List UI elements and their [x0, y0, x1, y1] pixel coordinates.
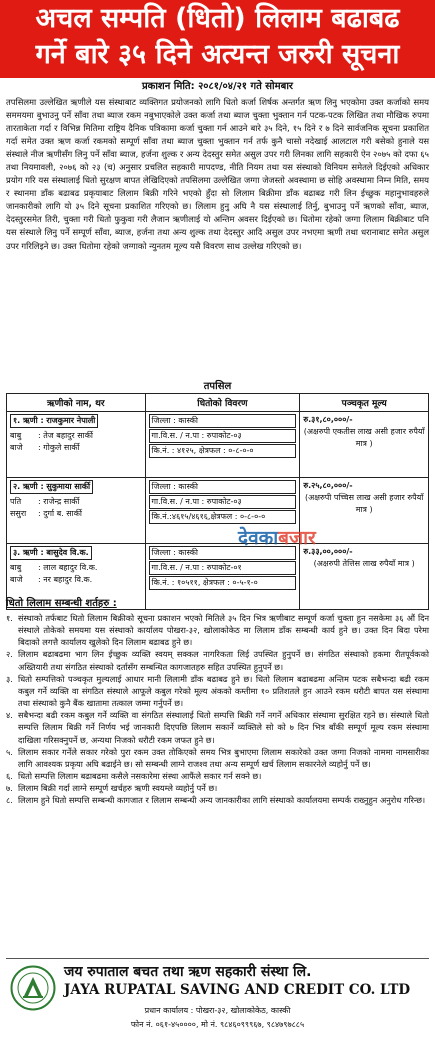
borrower-name: १. ऋणी : राजकुमार नेपाली [10, 414, 98, 428]
term-number: ४. [6, 710, 13, 721]
watermark-part-1: देवका [238, 527, 279, 549]
relation-name: : गोकुले सार्की [38, 443, 80, 452]
list-item [6, 709, 429, 745]
headline-banner [0, 0, 435, 78]
valuation-amount: रु.२५,८०,०००/- [303, 481, 353, 490]
table-row [7, 412, 429, 478]
relation-name: : राजेन्द्र सार्की [38, 497, 80, 506]
municipality: गा.वि.स. / न.पा : रुपाकोट-०१ [149, 561, 297, 575]
term-number: ६. [6, 771, 13, 782]
relation-label: बाजे [10, 443, 23, 452]
term-text: लिलाम बिक्री गर्दा लाग्ने सम्पूर्ण खर्चहरु ऋणी स्वयम्ले व्यहोर्नु पर्ने छ। [18, 783, 218, 794]
valuation-words: (अक्षरुपी पच्चिस लाख असी हजार रुपैयाँ मात्र ) [304, 493, 424, 514]
list-item [6, 782, 429, 794]
table-row [7, 478, 429, 544]
col-header-collateral: धितोको विवरण [145, 394, 300, 412]
relation-label: ससुरा [10, 509, 27, 518]
term-text: लिलाम सकार गर्नेले सकार गरेको पुरा रकम उक्त तोकिएको समय भित्र बुभाएमा लिलाम सकारेको उक्त जग्गा निजको नाममा नामसारीका लागि आवश्यक प्रकृया अघि बढाईने छ। सो सम्बन्धी लाग्ने राजश्व तथा अन्य सम्पूर्ण खर्च लिलाम सकारनेले व्यहोर्नु पर्ने छ। [18, 746, 429, 769]
office-address: प्रधान कार्यालय : पोखरा-३२, खोलाकोकेठ, कास्की [144, 1006, 291, 1015]
phone-numbers: फोन नं. ०६१-४५००००, मो नं. ९८४६०९९९६७, ९८४७९७८८५ [130, 1020, 305, 1029]
relation-name: : तेज बहादुर सार्की [38, 431, 93, 440]
term-number: १. [6, 613, 13, 623]
term-text: सबैभन्दा बढी रकम कबुल गर्ने व्यक्ति वा संगठित संस्थालाई धितो सम्पत्ति बिक्री गर्ने नगर्ने अधिकार संस्थामा सुरक्षित रहने छ। संस्थाले धितो सम्पत्ति लिलाम बिक्री गर्ने निर्णय भई जानकारी दिएपछि लिलाम सकार्ने व्यक्तिले सो को ७ दिन भित्र बाँकी सम्पूर्ण मूल्य रकम संस्थामा दाखिला गरिसक्नुपर्ने छ, अन्यथा निजको धरौटी रकम जफत हुने छ। [18, 710, 429, 745]
valuation-cell [300, 544, 429, 610]
term-number: २. [6, 649, 13, 660]
list-item [6, 770, 429, 782]
col-header-borrower: ऋणीको नाम, थर [7, 394, 146, 412]
relation-label: बाजे [10, 575, 23, 584]
term-number: ३. [6, 673, 13, 684]
collateral-table [6, 393, 429, 610]
municipality: गा.वि.स. / न.पा : रुपाकोट-०३ [149, 429, 297, 443]
org-name-nepali: जय रुपाताल बचत तथा ऋण सहकारी संस्था लि. [64, 964, 312, 980]
org-name-english: JAYA RUPATAL SAVING AND CREDIT CO. LTD [64, 982, 411, 998]
relation-row [10, 574, 142, 586]
valuation-words: (अक्षरुपी तेत्तिस लाख रुपैयाँ मात्र ) [313, 559, 415, 568]
tapsil-heading: तपसिल [203, 381, 232, 392]
borrower-name: २. ऋणी : सुकुमाया सार्की [10, 480, 93, 494]
term-number: ८. [6, 795, 13, 806]
term-text: धितो सम्पत्तिको पञ्चकृत मुल्यलाई आधार मानी लिलामी डाँक बढाबढ हुने छ। धितो लिलाम बढाबढमा अन्तिम पटक सबैभन्दा बढी रकम कबुल गर्ने व्यक्ति वा संगठित संस्थाले आफूले कबुल गरेको मूल्य अंकको कम्तीमा १० प्रतिशतले हुन आउने रकम धरौटी बापत यस संस्थामा तथा संस्थाको कुनै बैंक खातामा तत्काल जम्मा गर्नुपर्ने छ। [18, 673, 429, 709]
terms-heading: धितो लिलाम सम्बन्धी शर्तहरु : [6, 598, 117, 609]
list-item [6, 612, 429, 648]
valuation-cell [300, 412, 429, 478]
relation-label: बाबु [10, 563, 22, 572]
term-number: ५. [6, 746, 13, 757]
footer [6, 958, 429, 1038]
terms-list [6, 612, 429, 807]
relation-label: बाबु [10, 431, 22, 440]
relation-row [10, 496, 142, 508]
list-item [6, 648, 429, 672]
headline-line-2: गर्ने बारे ३५ दिने अत्यन्त जरुरी सूचना [35, 39, 400, 70]
collateral-cell [145, 544, 300, 610]
headline-line-1: अचल सम्पति (धितो) लिलाम बढाबढ [35, 3, 400, 34]
list-item [6, 794, 429, 806]
valuation-cell [300, 478, 429, 544]
borrower-cell [7, 412, 146, 478]
col-header-valuation: पञ्चकृत मूल्य [300, 394, 429, 412]
term-text: संस्थाको तर्फबाट धितो लिलाम बिक्रीको सूचना प्रकाशन भएको मितिले ३५ दिन भित्र ऋणीबाट सम्पूर्ण कर्जा चुक्ता हुन नसकेमा ३६ औं दिन संस्थाले तोकेको समयमा यस संस्थाको कार्यालय पोखरा-३२, खोलाकोकेठ मा लिलाम डाँक सम्बन्धी कार्य हुने छ। उक्त दिन बिदा परेमा बिदाको लगत्तै कार्यालय खुलेको दिन लिलाम बढाबढ हुने छ। [18, 613, 429, 648]
notice-body: तपसिलमा उल्लेखित ऋणीले यस संस्थाबाट व्यक्तिगत प्रयोजनको लागि धितो कर्जा शिर्षक अन्तर्गत ऋण लिनु भएकोमा उक्त कर्जाको समय सममयमा बुभाउनु पर्ने साँवा तथा ब्याज रकम नबुभाएकोले उक्त कर्जा तथा ब्याज चुक्ता भुक्तान गर्न पटक-पटक लिखित तथा मौखिक रुपमा तारताकेता गर्दा र विभिन्न मितिमा राष्ट्रिय दैनिक पत्रिकामा कर्जा चुक्ता गर्न आउने बारे ३५ दिने, १५ दिने र ७ दिने सार्वजनिक सूचना प्रकाशित गर्दा समेत उक्त ऋण कर्जा रकमको सम्पूर्ण साँवा तथा ब्याज चुक्ता भुक्तान गर्न तर्फ कुनै चासो नदेखाई आलटाल गरी बसेको हुनाले यस संस्थाले नीज ऋणीसँग लिनु पर्ने साँवा ब्याज, हर्जना शुल्क र अन्य देदस्तुर समेत असुल उपर गरी लिनका लागि सहकारी ऐन २०७५ को दफा ६५ तथा नियमावली, २०७६ को २३ (च) अनुसार प्रचलित सहकारी मापदण्ड, नीति नियम तथा यस संस्थाको विनियम समेतले दिईएको अधिकार प्रयोग गरि यस संस्थालाई धितो सुरक्षण बापत लेखिदिएको तपसिलमा उल्लेखित जग्गा जेजस्तो अवस्थामा छ सोहि अवस्थामा निम्न मिति, समय र स्थानमा डाँक बढाबढ प्रकृयाबाट लिलाम बिक्री गरिने भएको हुँदा सो लिलाम बिक्रीमा डाँक बढाबढ गरी लिन ईच्छुक महानुभावहरुले जानकारीको लागि यो ३५ दिने सूचना प्रकाशित गरिएको छ। लिलाम हुनु अघि नै यस संस्थालाई तिर्नु, बुभाउनु पर्ने ऋणको साँवा, ब्याज, देदस्तुरसमेत तिरी, चुक्ता गरी धितो फुकुवा गरी लैजान ऋणीलाई यो अन्तिम अवसर दिईएको छ। धितोमा रहेको जग्गा लिलाम बिक्रीबाट पनि यस संस्थाले लिनु पर्ने सम्पूर्ण साँवा, ब्याज, हर्जना तथा अन्य शुल्क तथा देदस्तुर आदि असुल उपर नभएमा ऋणी तथा धरानाबाट समेत असुल उपर गरिलिइने छ। उक्त धितोमा रहेको जग्गाको न्युनतम मूल्य यसै विवरण साथ उल्लेख गरिएको छ। [6, 97, 429, 251]
publication-date: प्रकाशन मिति: २०८१/०४/२१ गते सोमबार [141, 81, 294, 92]
collateral-cell [145, 478, 300, 544]
table-header-row [7, 394, 429, 412]
district: जिल्ला : कास्की [149, 480, 297, 494]
borrower-name: ३. ऋणी : बासुदेव वि.क. [10, 546, 92, 560]
district: जिल्ला : कास्की [149, 546, 297, 560]
district: जिल्ला : कास्की [149, 414, 297, 428]
term-text: लिलाम बढाबढमा भाग लिन ईच्छुक व्यक्ति स्वयम् सक्कल नागरिकता लिई उपस्थित हुनुपर्ने छ। संगठित संस्थाको हकमा रीतपूर्वकको अख्तियारी तथा संगठित संस्थाको दर्तासँग सम्बन्धित कागजातहरु सहित उपस्थित हुनुपर्ने छ। [18, 649, 429, 672]
valuation-amount: रु.३१,८०,०००/- [303, 415, 353, 424]
collateral-cell [145, 412, 300, 478]
plot-details: कि.नं. : ४१२५, क्षेत्रफल : ०-८-०-० [149, 444, 297, 458]
watermark-part-2: बजार [278, 527, 316, 549]
relation-row [10, 430, 142, 442]
valuation-amount: रु.३३,००,०००/- [303, 547, 353, 556]
term-text: धितो सम्पत्ति लिलाम बढाबढमा कसैले नसकारेमा संस्था आफैंले सकार गर्न सक्ने छ। [18, 771, 262, 782]
relation-row [10, 508, 142, 520]
municipality: गा.वि.स. / न.पा : रुपाकोट-०३ [149, 495, 297, 509]
term-number: ७. [6, 783, 13, 794]
borrower-cell [7, 478, 146, 544]
plot-details: कि.नं.:४६१५/४६१६,क्षेत्रफल : ०-८-०-० [149, 510, 297, 524]
list-item [6, 673, 429, 709]
term-text: लिलाम हुने धितो सम्पत्ति सम्बन्धी कागजात र लिलाम सम्बन्धी अन्य जानकारीका लागि संस्थाको कार्यालयमा सम्पर्क राख्नुहुन अनुरोध गरिन्छ। [18, 795, 426, 806]
relation-name: : नर बहादुर वि.क. [38, 575, 93, 584]
relation-row [10, 442, 142, 454]
plot-details: कि.नं. : १०५११, क्षेत्रफल : ०-५-१-० [149, 576, 297, 590]
relation-name: : लाल बहादुर वि.क. [38, 563, 98, 572]
list-item [6, 746, 429, 770]
relation-name: : दुर्गा ब. सार्की [38, 509, 82, 518]
relation-row [10, 562, 142, 574]
relation-label: पति [10, 497, 22, 506]
valuation-words: (अक्षरुपी एकतीस लाख असी हजार रुपैयाँ मात्र ) [303, 427, 425, 448]
